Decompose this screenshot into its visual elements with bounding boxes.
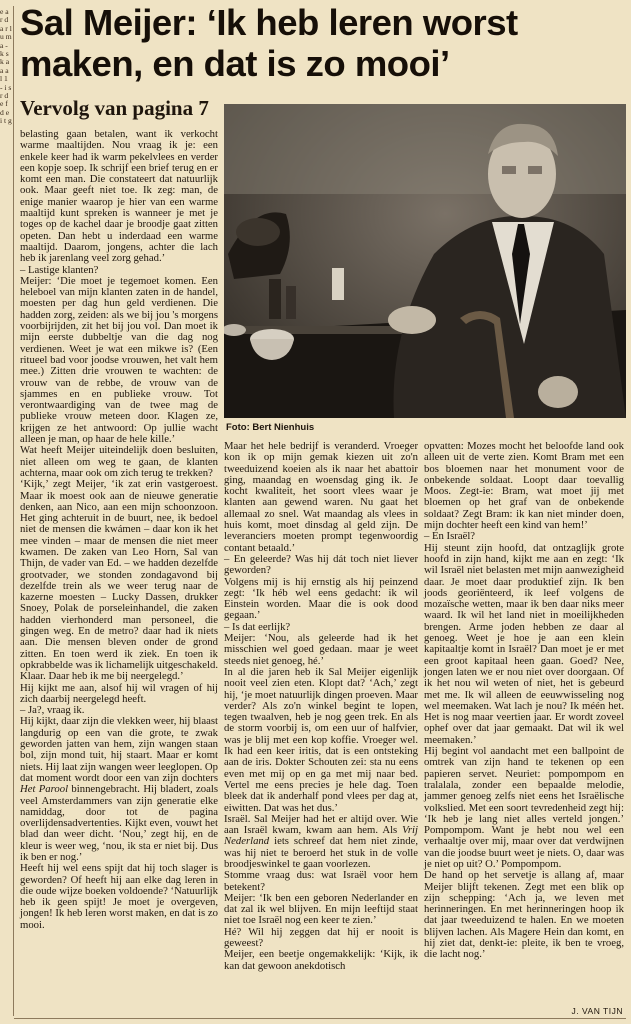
portrait-illustration [224,104,626,418]
paragraph: – Ja?, vraag ik. [20,704,85,717]
paragraph: De hand op het servetje is allang af, maar Meijer blijft tekenen. Zegt met een blik op zijn schepping: ‘Ach ja, we leven met herinneringen. En met herinneringen hoop ik dat jaar tweeduizend te halen. En we moeten blijven lachen. Als Magere Hein dan komt, en hij ziet dat, denkt-ie: pleite, ik ben te vroeg, die lacht nog.’ [424,869,624,961]
paragraph: Maar het hele bedrijf is veranderd. Vroeger kon ik op mijn gemak kiezen uit zo'n tweeduizend koeien als ik naar het abattoir ging, maandag en woensdag ging ik. Je kocht kwaliteit, het soort vlees waar je klanten aan gewend waren. Nu gaat het allemaal zo snel. Wat maandag als vlees in huis komt, moet dinsdag al geld zijn. De leveranciers moeten prompt tegenwoordig contant betaald.’ [224,440,418,554]
paragraph: Meijer: ‘Die moet je tegemoet komen. Een heleboel van mijn klanten zaten in de handel, moesten per dag hun geld verdienen. Die hadden zorg, zeiden: als we bij jou 's morgens voorbijrijden, zit het bij jou vol. Dan moet ik mijn eerste dubbeltje van die dag nog verdienen. Weet je wat een mikwe is? (Een ritueel bad voor joodse vrouwen, het valt hem mee.) Zitten drie vrouwen te wachten: de vrouw van de rebbe, de vrouw van de sjammes en en publieke vrouw. Tot verontwaardiging van de twee mag de publieke vrouw meteen door. Klagen ze, krijgen ze het antwoord: Op jullie wacht alleen je man, op haar de hele kille.’ [20,274,218,446]
paragraph: belasting gaan betalen, want ik verkocht warme maaltijden. Nou vraag ik je: een enkele keer had ik warm pekelvlees en verder een kopje soep. Ik schrijf een brief terug en er komt een man. Die constateert dat natuurlijk ook. Maar geeft niet toe. Ik zeg: man, de enige manier waarop je hier van een warme maaltijd kunt spreken is wanneer je met je toges op de kachel daar je broodje gaat zitten opeten. Dan hebt u inderdaad een warme maaltijd. Daarom, jongens, achter die lach heb ik jarenlang veel zorg gehad.’ [20,128,218,265]
bottom-rule [14,1018,626,1019]
article-column-3 [424,441,624,961]
paragraph: – Is dat eerlijk? [224,620,291,633]
paragraph: Hé? Wil hij zeggen dat hij er nooit is geweest? [224,925,418,950]
column-divider [13,6,14,1016]
paragraph: Heeft hij wel eens spijt dat hij toch slager is geworden? Of heeft hij aan elke dag leren in die oude wijze boeken voldoende? ‘Natuurlijk heb ik geen spijt! Je moet je overgeven, jongen! Ik heb leren worst maken, en dat is zo mooi. [20,862,218,931]
paragraph: opvatten: Mozes mocht het beloofde land ook alleen uit de verte zien. Komt Bram met een bos bloemen naar het monument voor de onbekende soldaat. Loopt daar toevallig Moos. Zegt-ie: Bram, wat moet jij met bloemen op het graf van de onbekende soldaat? Zegt Bram: ik kan niet minder doen, mijn dochter heeft een kind van hem!’ [424,440,624,532]
previous-column-fragment: e a r d a r l u m a - k s k a a a l 1 - i s r d e f d e i t g [0,7,12,126]
article-column-2 [224,441,418,972]
paragraph: Stomme vraag dus: wat Israël voor hem betekent? [224,869,418,893]
paragraph: Hij kijkt me aan, alsof hij wil vragen of hij zich daarbij neergelegd heeft. [20,681,218,705]
byline: J. VAN TIJN [571,1006,623,1016]
paragraph: Wat heeft Meijer uiteindelijk doen besluiten, niet alleen om weg te gaan, de klanten achterna, maar ook om zich terug te trekken? [20,444,218,479]
paragraph: ‘Kijk,’ zegt Meijer, ‘ik zat erin vastgeroest. Maar ik moest ook aan de nieuwe generatie denken, aan Nico, aan een mijn schoonzoon. Het ging achteruit in de buurt, nee, ik bedoel niet de mensen die kwámen – daar kon ik het mee vinden – maar de mensen die niet meer kwamen. De zaken van Leo Horn, Sal van Thijn, de vader van Ed. – we hadden dezelfde grootvader, we stonden zondagavond bij dezelfde trein als we weer terug naar de kazerne moesten – Lucky Dassen, drukker Snoey, Polak de porseleinhandel, die zaken hadden vierhonderd man personeel, die gingen weg. En de metro? daar had ik niets aan. Die mensen bleven onder de grond zitten. En toen werd ik ziek. En toen ik opkrabbelde was ik lichamelijk uitgeschakeld. Klaar. Daar heb ik me bij neergelegd.’ [20,478,218,683]
paragraph: In al die jaren heb ik Sal Meijer eigenlijk nooit veel zien eten. Klopt dat? ‘Ach,’ zegt hij, ‘je moet natuurlijk dingen proeven. Maar verder? Als zo'n winkel begint te lopen, tegen twaalven, heb je nog geen trek. En als de storm voorbij is, om een uur of halfvier, was je blij met een kop koffie. Vroeger wel. Ik had een keer iritis, dat is een ontsteking aan de iris. Dokter Schouten zei: sta nu eens even met mij op en ga met mij naar bed. Vertel me eens precies je hele dag. Toen bleek dat ik anderhalf pond vlees per dag at, eiwitten. Dat was het dus.’ [224,665,418,814]
continuation-subhead: Vervolg van pagina 7 [20,96,209,120]
paragraph: Israël. Sal Meijer had het er altijd over. Wie aan Israël kwam, kwam aan hem. Als Vrij Nederland iets schreef dat hem niet zinde, was hij niet te beroerd het stuk in de volle broodjeswinkel te gaan voorlezen. [224,812,418,870]
paragraph: Volgens mij is hij ernstig als hij peinzend zegt: ‘Ik héb wel eens gedacht: ik wil Einstein worden. Maar die is ook dood gegaan.’ [224,575,418,622]
paragraph: Meijer, een beetje ongemakkelijk: ‘Kijk, ik kan dat gewoon anekdotisch [224,948,418,972]
photo-portrait [224,104,626,418]
paragraph: Meijer: ‘Ik ben een geboren Nederlander en dat zal ik wel blijven. En mijn leeftijd staat niet toe Israël nog een keer te zien.’ [224,891,418,927]
headline: Sal Meijer: ‘Ik heb leren worst maken, en dat is zo mooi’ [20,2,518,84]
photo-credit: Foto: Bert Nienhuis [226,422,315,433]
paragraph: – En Israël? [424,530,476,543]
paragraph: Hij kijkt, daar zijn die vlekken weer, hij blaast langdurig op een van die grote, te zwak geworden jatten van hem, zijn wangen staan bol, zijn mond tuit, hij staart. Maar er komt niets. Hij laat zijn wangen weer leeglopen. Op dat moment wordt door een van zijn dochters Het Parool binnengebracht. Hij bladert, zoals veel Amsterdammers van zijn generatie elke namiddag, door tot de pagina overlijdensadvertenties. Kijkt even, vouwt het blad dan weer dicht. ‘Nou,’ zegt hij, en de kleur is weer weg, ‘nou, ik sta er niet bij. Dus ik ben er nog.’ [20,715,218,863]
paragraph: – En geleerde? Was hij dát toch niet liever geworden? [224,552,418,577]
paragraph: Hij begint vol aandacht met een ballpoint de omtrek van zijn hand te tekenen op een papieren servet. Neuriet: pompompom en tralalala, zonder een bepaalde melodie, jammer genoeg zelfs niet eens het Israëlische volkslied. Met een soort tevredenheid zegt hij: ‘Ik heb je lang niet alles verteld jongen.’ Pompompom. Want je hebt nou wel een verhaaltje over mij, maar over dat verdwijnen van die joodse buurt weet je niets. O, daar was je niet op uit? O.’ Pompompom. [424,745,624,870]
paragraph: Hij steunt zijn hoofd, dat ontzaglijk grote hoofd in zijn hand, kijkt me aan en zegt: ‘Ik wil Israël niet belasten met mijn aanwezigheid daar. Je moet daar produktief zijn. Ik ben joods georiënteerd, ik leef volgens de mozaïsche wetten, maar ik ben daar niks meer waard. Ik wil het land niet in moeilijkheden brengen. Arme joden hebben ze daar al genoeg. Weet je hoe je aan een klein kapitaaltje komt in Israël? Dan moet je er met een groot kapitaal heen gaan. Goed? Nee, jongen laten we er nou niet over doorgaan. Of ik het nou wil weten of niet, het is gebeurd met me. Ik wil alleen de eeuwwisseling nog wel meemaken. Wat lach je nou? Ik méén het. Het is nog maar veertien jaar. Er wordt zoveel ophef over dat jaar gemaakt. Dat wil ik wel meemaken.’ [424,541,624,746]
article-column-1 [20,129,218,931]
paragraph: – Lastige klanten? [20,263,99,276]
paragraph: Meijer: ‘Nou, als geleerde had ik het misschien wel goed gedaan. maar je weet steeds niet genoeg, hé.’ [224,632,418,667]
